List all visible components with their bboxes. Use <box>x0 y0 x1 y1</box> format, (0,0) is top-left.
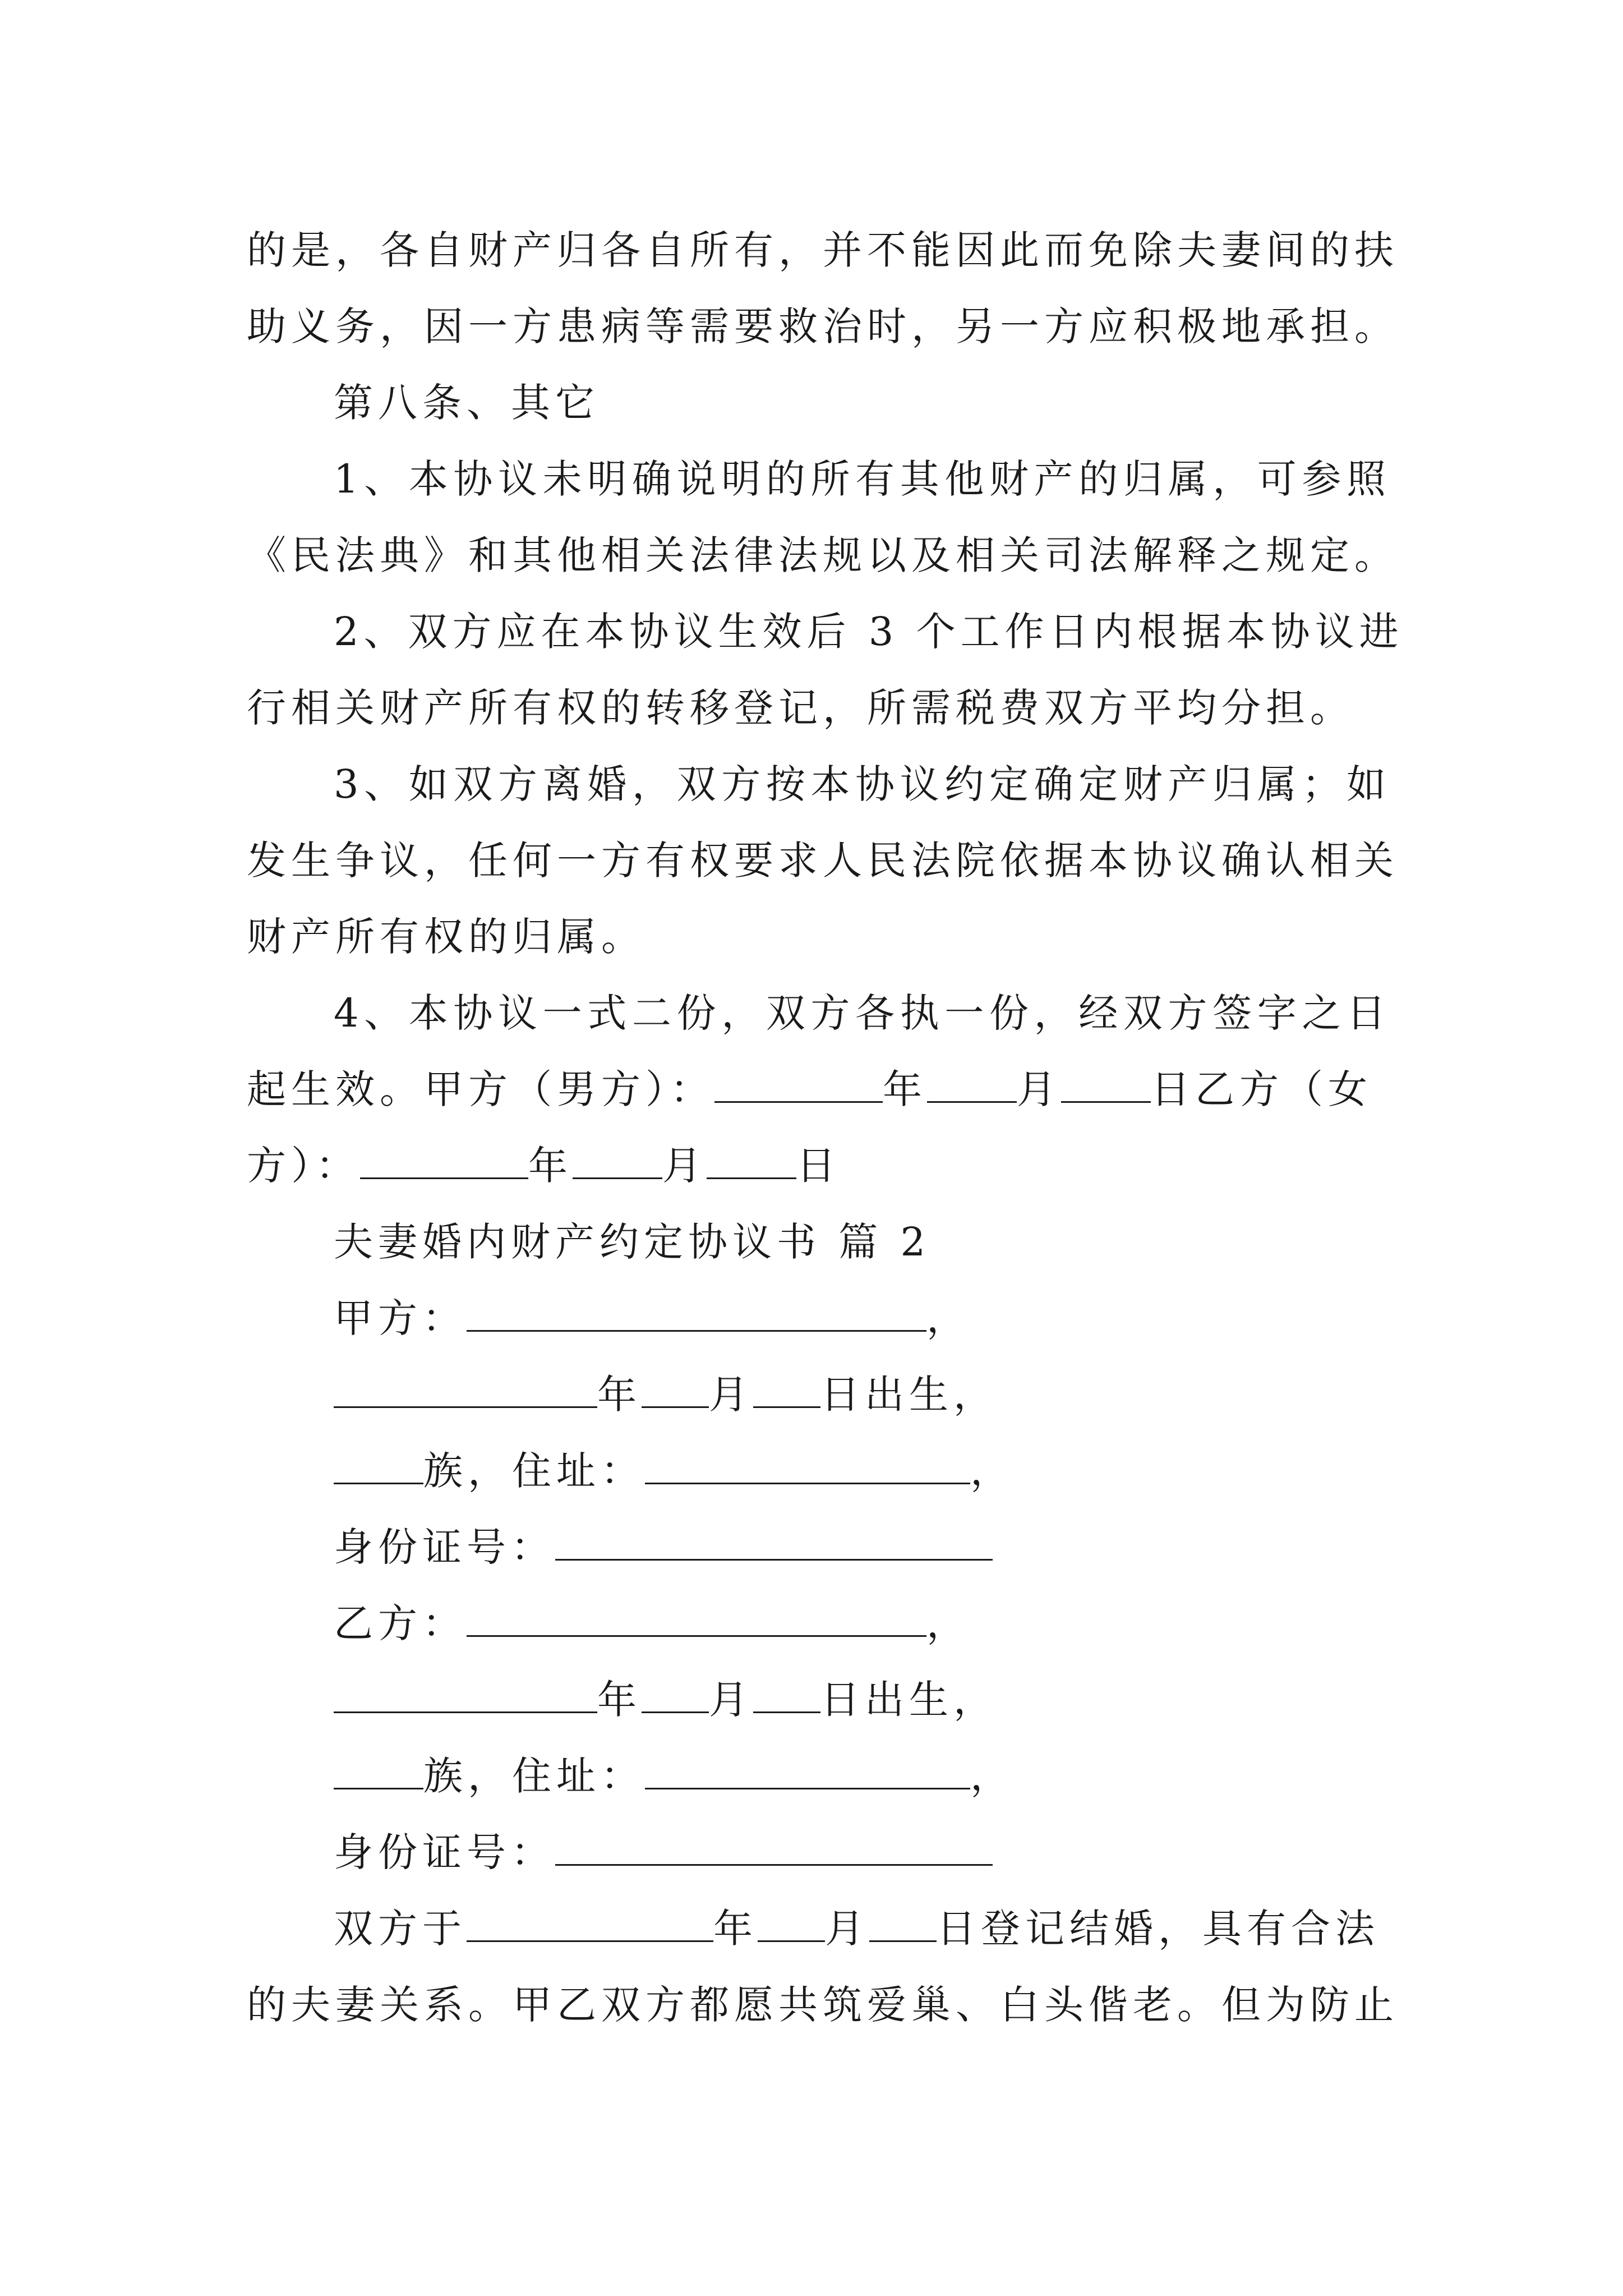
party-a-birth-line <box>247 1356 1391 1433</box>
comma: ， <box>970 1448 1015 1494</box>
marriage-date-line <box>247 1890 1391 1967</box>
day-blank-2[interactable] <box>707 1144 796 1179</box>
signature-prefix: 起生效。甲方（男方）： <box>247 1066 714 1112</box>
day-blank[interactable] <box>1061 1068 1151 1103</box>
year-label: 年 <box>713 1906 758 1952</box>
party-a-id-line <box>247 1509 1391 1585</box>
comma: ， <box>926 1600 971 1646</box>
day-and-party-b: 日乙方（女 <box>1151 1066 1372 1112</box>
signature-line-2 <box>247 1128 1391 1204</box>
born-label: 日出生， <box>820 1677 998 1723</box>
clause-3-line-1: 3、如双方离婚，双方按本协议约定确定财产归属；如 <box>334 761 1391 807</box>
ethnic-address-label: 族，住址： <box>423 1753 645 1799</box>
party-b-id-blank[interactable] <box>555 1830 993 1866</box>
day-label-2: 日 <box>796 1143 841 1189</box>
party-b-sign-blank[interactable] <box>360 1144 528 1179</box>
marriage-relation-line: 的夫妻关系。甲乙双方都愿共筑爱巢、白头偕老。但为防止 <box>247 1982 1399 2028</box>
party-b-name-line <box>247 1585 1391 1662</box>
party-b-birth-month-blank[interactable] <box>642 1678 709 1713</box>
party-b-birth-line <box>247 1662 1391 1738</box>
clause-3-line-2: 发生争议，任何一方有权要求人民法院依据本协议确认相关 <box>247 838 1399 884</box>
marriage-year-blank[interactable] <box>467 1907 713 1942</box>
party-b-id-line <box>247 1814 1391 1890</box>
party-a-label: 甲方： <box>334 1295 467 1341</box>
document-body <box>247 212 1404 2043</box>
article-8-heading: 第八条、其它 <box>334 380 600 426</box>
month-label: 月 <box>825 1906 869 1952</box>
party-b-name-blank[interactable] <box>467 1602 926 1637</box>
text-line-2: 助义务，因一方患病等需要救治时，另一方应积极地承担。 <box>247 303 1399 349</box>
party-b-prefix: 方）： <box>247 1143 360 1189</box>
ethnic-address-label: 族，住址： <box>423 1448 645 1494</box>
party-b-address-blank[interactable] <box>645 1754 970 1789</box>
marriage-suffix: 日登记结婚，具有合法 <box>937 1906 1380 1952</box>
party-a-id-blank[interactable] <box>555 1525 993 1561</box>
party-b-birth-year-blank[interactable] <box>334 1678 597 1713</box>
month-blank[interactable] <box>927 1068 1017 1103</box>
clause-4-line-1: 4、本协议一式二份，双方各执一份，经双方签字之日 <box>334 990 1391 1036</box>
party-a-address-line <box>247 1433 1391 1509</box>
party-a-birth-month-blank[interactable] <box>642 1373 709 1408</box>
month-label-2: 月 <box>662 1143 707 1189</box>
party-b-address-line <box>247 1738 1391 1814</box>
section-2-title: 夫妻婚内财产约定协议书 篇 2 <box>334 1219 931 1265</box>
year-label: 年 <box>597 1677 642 1723</box>
party-a-ethnic-blank[interactable] <box>334 1449 423 1484</box>
marriage-month-blank[interactable] <box>758 1907 825 1942</box>
comma: ， <box>926 1295 971 1341</box>
marriage-prefix: 双方于 <box>334 1906 467 1952</box>
id-label: 身份证号： <box>334 1524 555 1570</box>
year-label: 年 <box>883 1066 927 1112</box>
party-a-name-line <box>247 1280 1391 1356</box>
party-b-birth-day-blank[interactable] <box>753 1678 820 1713</box>
party-b-label: 乙方： <box>334 1600 467 1646</box>
id-label: 身份证号： <box>334 1829 555 1875</box>
comma: ， <box>970 1753 1015 1799</box>
year-label: 年 <box>597 1372 642 1418</box>
year-label-2: 年 <box>528 1143 573 1189</box>
month-label: 月 <box>709 1677 753 1723</box>
clause-2-line-2: 行相关财产所有权的转移登记，所需税费双方平均分担。 <box>247 685 1354 731</box>
party-a-address-blank[interactable] <box>645 1449 970 1484</box>
clause-1-line-2: 《民法典》和其他相关法律法规以及相关司法解释之规定。 <box>247 532 1399 578</box>
born-label: 日出生， <box>820 1372 998 1418</box>
month-label: 月 <box>1017 1066 1061 1112</box>
month-blank-2[interactable] <box>573 1144 662 1179</box>
text-line-1: 的是，各自财产归各自所有，并不能因此而免除夫妻间的扶 <box>247 227 1399 273</box>
party-a-name-blank[interactable] <box>467 1296 926 1332</box>
party-b-ethnic-blank[interactable] <box>334 1754 423 1789</box>
signature-line-1 <box>247 1051 1391 1128</box>
party-a-birth-day-blank[interactable] <box>753 1373 820 1408</box>
clause-3-line-3: 财产所有权的归属。 <box>247 914 645 960</box>
party-a-sign-blank[interactable] <box>714 1068 883 1103</box>
marriage-day-blank[interactable] <box>869 1907 937 1942</box>
clause-1-line-1: 1、本协议未明确说明的所有其他财产的归属，可参照 <box>334 456 1391 502</box>
clause-2-line-1: 2、双方应在本协议生效后 3 个工作日内根据本协议进 <box>334 609 1404 655</box>
party-a-birth-year-blank[interactable] <box>334 1373 597 1408</box>
month-label: 月 <box>709 1372 753 1418</box>
